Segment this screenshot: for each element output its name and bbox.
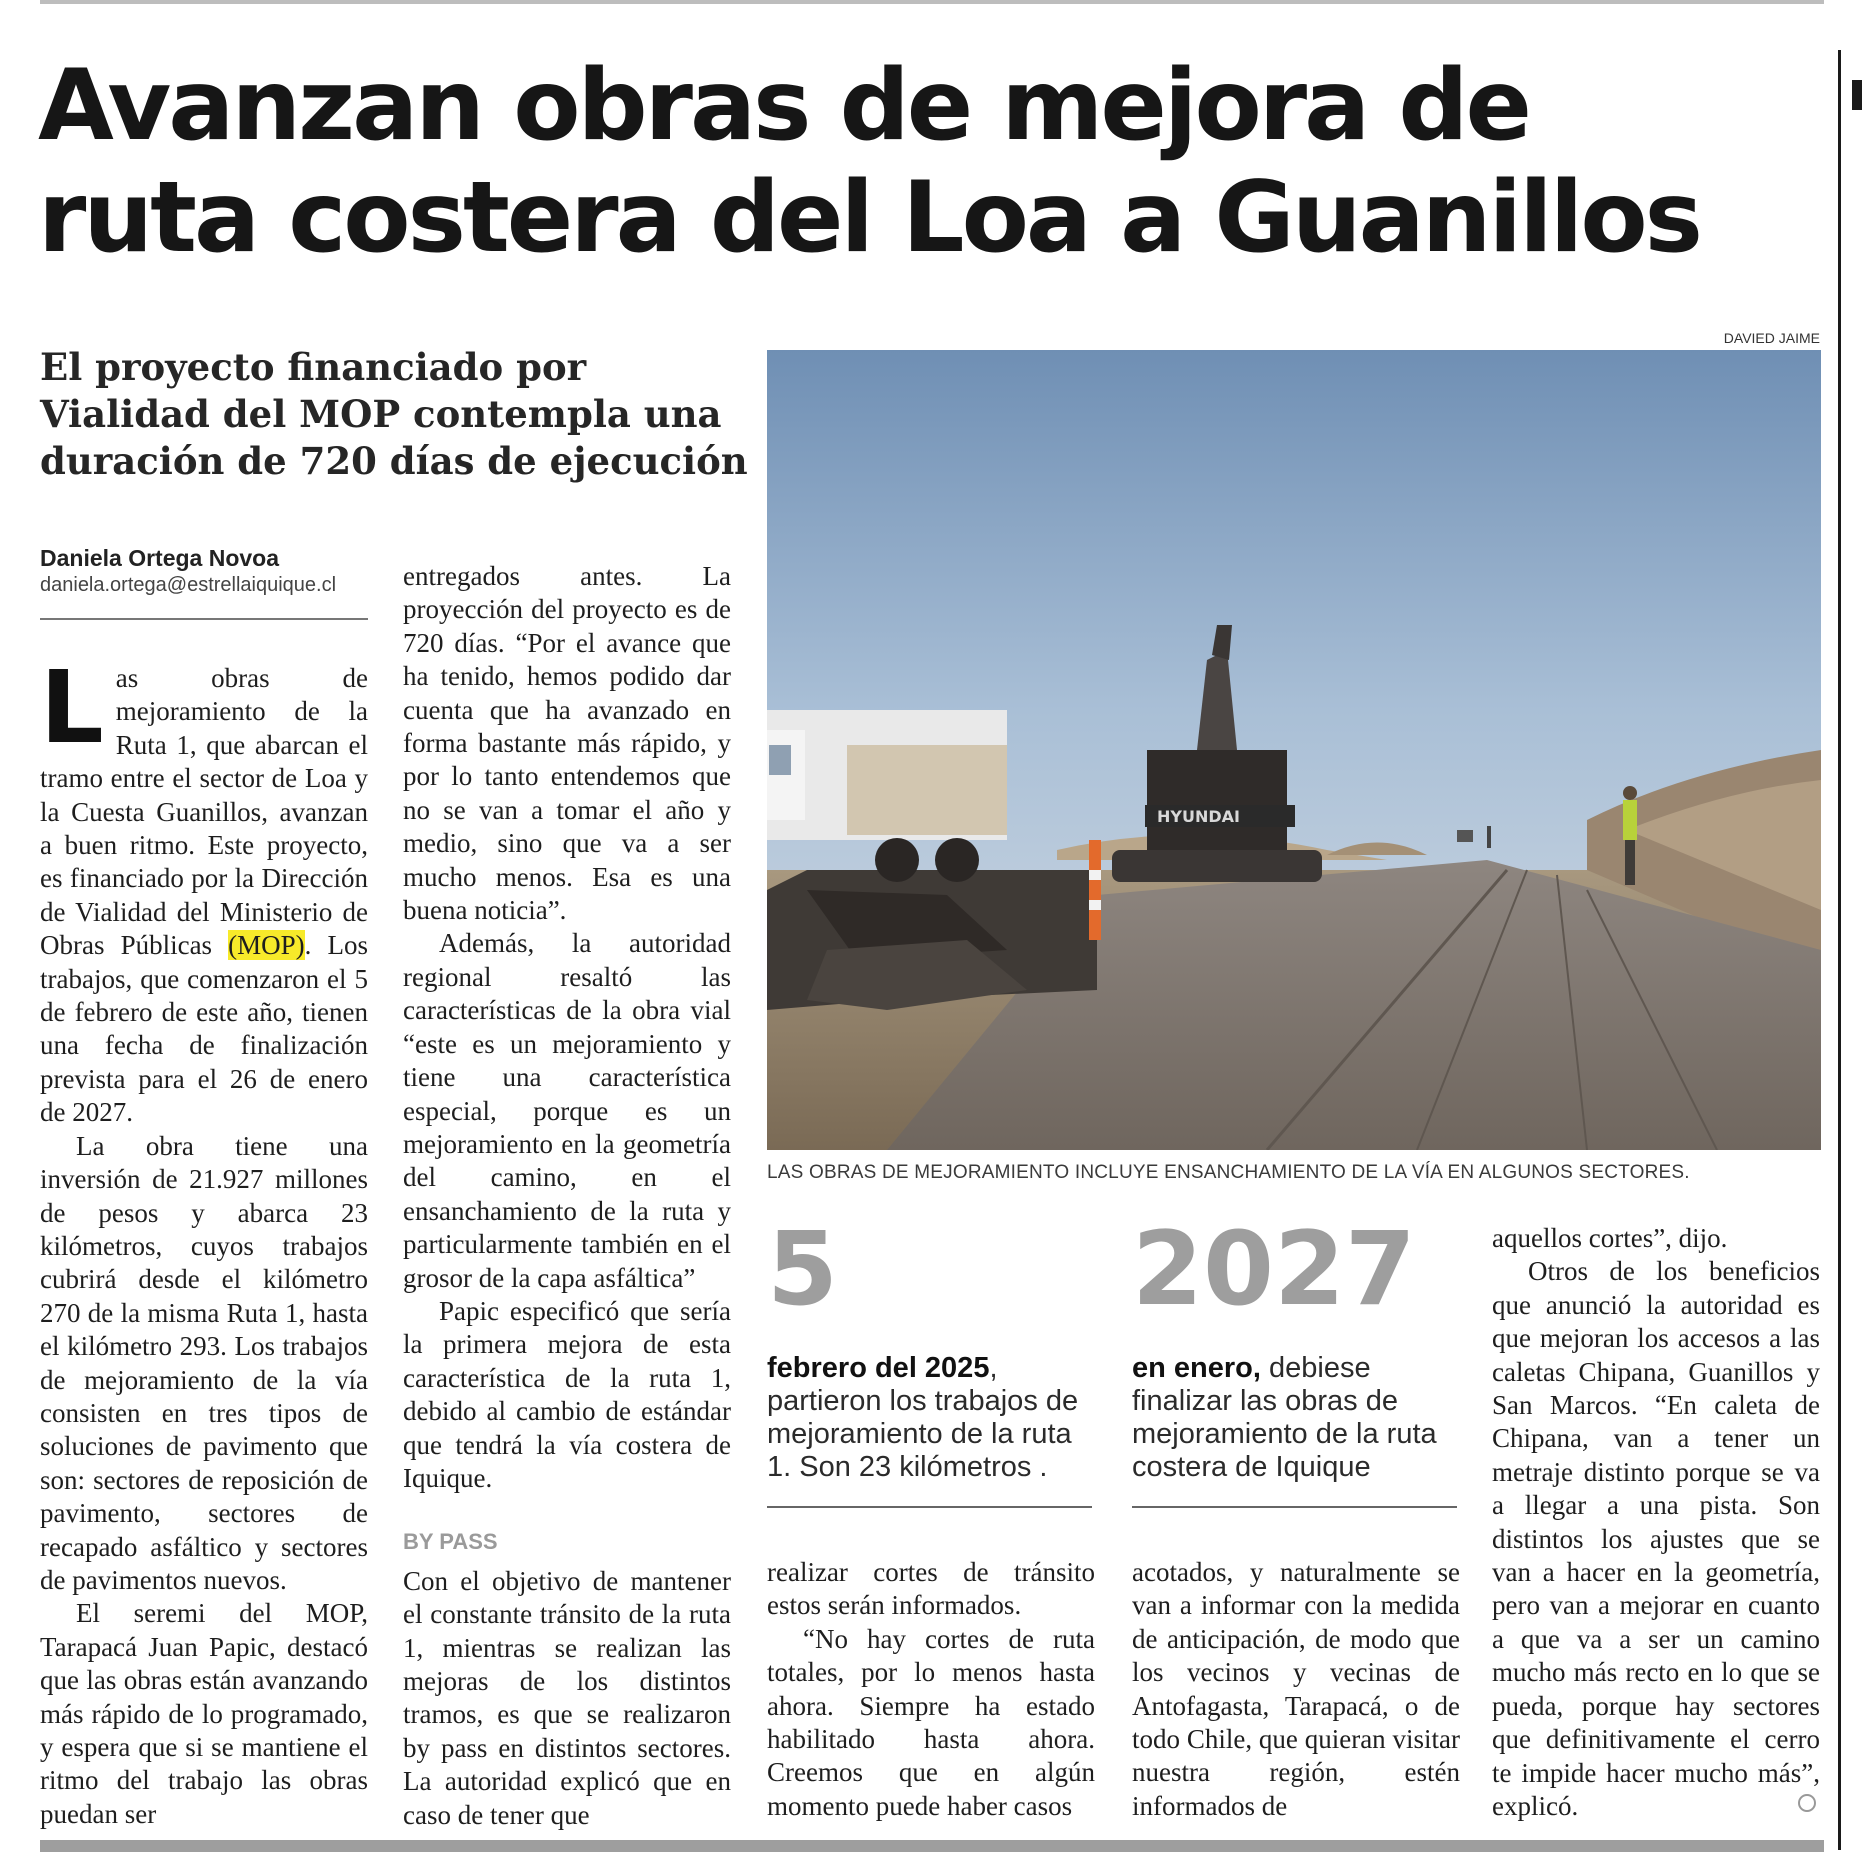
paragraph-features: Además, la autoridad regional resaltó las características de la obra vial “este es un mejoramiento y tiene una característica especial, porque es un mejoramiento en la geometría del camino, en el ensanchamiento de la ruta y particularmente también en el grosor de la capa asfáltica” (403, 928, 731, 1293)
road-works-illustration (767, 350, 1821, 1150)
paragraph-papic: Papic especificó que sería la primera mejora de esta característica de la ruta 1, debido al cambio de estándar que tendrá la vía costera de Iquique. (403, 1295, 731, 1493)
column-divider-rule (1838, 50, 1841, 1850)
headline-line-2: ruta costera del Loa a Guanillos (38, 161, 1700, 275)
paragraph-dijo: aquellos cortes”, dijo. (1492, 1223, 1728, 1253)
bottom-rule (40, 1840, 1824, 1852)
stat-rule-1 (767, 1506, 1092, 1508)
paragraph-1: Las obras de mejoramiento de la Ruta 1, que abarcan el tramo entre el sector de Loa y la Cuesta Guanillos, avanzan a buen ritmo. Este proyecto, es financiado por la Dirección de Vialidad del Ministerio de Obras Públicas (MOP). Los trabajos, que comenzaron el 5 de febrero de este año, tienen una fecha de finalización prevista para el 26 de enero de 2027. (40, 649, 369, 1128)
end-of-article-icon (1798, 1794, 1816, 1812)
author-email[interactable]: daniela.ortega@estrellaiquique.cl (40, 574, 337, 596)
paragraph-quote: “No hay cortes de ruta totales, por lo menos hasta ahora. Siempre ha estado habilitado hasta ahora. Creemos que en algún momento puede haber casos (767, 1623, 1095, 1821)
paragraph-bypass: Con el objetivo de mantener el constante tránsito de la ruta 1, mientras se realizan las mejoras de los distintos tramos, es que se realizaron by pass en distintos sectores. La autoridad explicó que en caso de tener que (403, 1565, 731, 1830)
article-column-4 (1132, 1556, 1460, 1823)
stat-number-5: 5 (767, 1210, 838, 1329)
paragraph-2: La obra tiene una inversión de 21.927 millones de pesos y abarca 23 kilómetros, cuyos trabajos cubrirá desde el kilómetro 270 de la misma Ruta 1, hasta el kilómetro 293. Los trabajos de mejoramiento de la vía consisten en tres tipos de soluciones de pavimento que son: sectores de reposición de pavimento, sectores de recapado asfáltico y sectores de pavimentos nuevos. (40, 1130, 368, 1595)
article-column-2 (403, 560, 731, 1832)
top-rule (40, 0, 1824, 4)
paragraph-continued: entregados antes. La proyección del proyecto es de 720 días. “Por el avance que ha tenido, hemos podido dar cuenta que ha avanzado en forma bastante más rápido, y por lo tanto entendemos que no se van a tomar el año y medio, sino que va a ser mucho menos. Esa es una buena noticia”. (403, 561, 731, 926)
page-edge-mark (1852, 80, 1862, 110)
stat-bold-2027: en enero, (1132, 1352, 1261, 1384)
highlighted-mop: (MOP) (228, 930, 305, 961)
stat-bold-5: febrero del 2025 (767, 1352, 990, 1384)
stat-rule-2 (1132, 1506, 1457, 1508)
stat-number-2027: 2027 (1132, 1210, 1416, 1329)
byline-rule (40, 618, 368, 620)
drop-cap: L (40, 649, 104, 766)
deck-text-pre: El proyecto financiado por Vialidad del (40, 345, 587, 436)
photo-caption: LAS OBRAS DE MEJORAMIENTO INCLUYE ENSANCHAMIENTO DE LA VÍA EN ALGUNOS SECTORES. (767, 1162, 1690, 1183)
photo-credit: DAVIED JAIME (1723, 330, 1820, 346)
paragraph-3: El seremi del MOP, Tarapacá Juan Papic, destacó que las obras están avanzando más rápido de lo programado, y espera que si se mantiene el ritmo del trabajo las obras puedan ser (40, 1598, 368, 1829)
stat-body-5: , partieron los trabajos de mejoramiento de la ruta 1. Son 23 kilómetros . (767, 1352, 1079, 1483)
headline-line-1: Avanzan obras de mejora de (38, 49, 1530, 163)
stat-body-2027: debiese finalizar las obras de mejoramiento de la ruta costera de Iquique (1132, 1352, 1437, 1483)
article-column-5 (1492, 1222, 1820, 1823)
deck-text-post: contempla una duración de 720 días de ejecución (40, 392, 748, 483)
article-column-3 (767, 1556, 1095, 1823)
paragraph-cortes: realizar cortes de tránsito estos serán informados. (767, 1557, 1095, 1621)
headline (38, 50, 1818, 274)
deck-mop: MOP (299, 392, 401, 436)
paragraph-beneficios: Otros de los beneficios que anunció la autoridad es que mejoran los accesos a las caletas Chipana, Guanillos y San Marcos. “En caleta de Chipana, van a tener un metraje distinto porque se va a llegar a una pista. Son distintos los ajustes que se van a hacer en la geometría, pero van a mejorar en cuanto a que va a ser un camino mucho más recto en lo que se pueda, porque hay sectores que definitivamente el cerro te impide hacer mucho más”, explicó. (1492, 1256, 1820, 1821)
article-column-1 (40, 649, 369, 1831)
excavator-brand-text: HYUNDAI (1157, 807, 1240, 826)
author-name: Daniela Ortega Novoa (40, 545, 280, 571)
deck-subtitle (40, 344, 760, 485)
paragraph-acotados: acotados, y naturalmente se van a informar con la medida de anticipación, de modo que los vecinos y vecinas de Antofagasta, Tarapacá, o de todo Chile, que quieran visitar nuestra región, estén informados de (1132, 1557, 1460, 1821)
stat-text-5 (767, 1352, 1095, 1484)
article-photo (767, 350, 1821, 1150)
byline (40, 545, 370, 597)
subhead-bypass: BY PASS (403, 1529, 498, 1555)
stat-text-2027 (1132, 1352, 1460, 1484)
